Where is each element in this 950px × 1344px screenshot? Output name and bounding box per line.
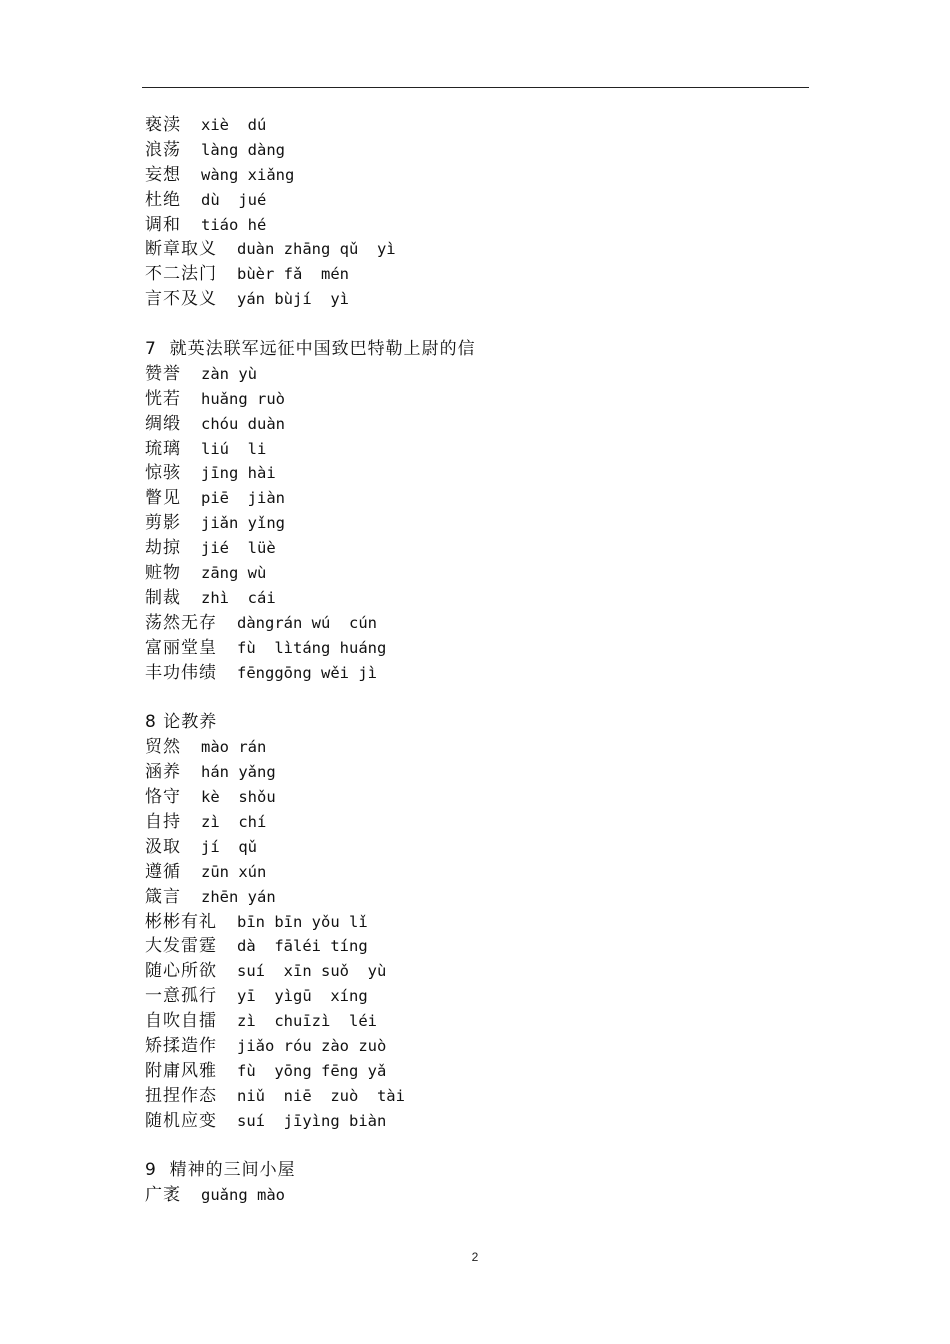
vocab-word: 浪荡 [145, 139, 181, 160]
vocab-entry [145, 1183, 805, 1208]
vocab-word: 汲取 [145, 836, 181, 857]
vocab-pinyin: guǎng mào [201, 1186, 285, 1205]
vocab-entry [145, 213, 805, 238]
vocab-word: 自吹自擂 [145, 1011, 217, 1032]
vocab-entry [145, 511, 805, 536]
vocab-entry [145, 412, 805, 437]
vocab-word: 妄想 [145, 164, 181, 185]
vocab-entry [145, 636, 805, 661]
vocab-word: 劫掠 [145, 538, 181, 559]
vocab-pinyin: jiǎn yǐng [201, 514, 285, 533]
vocab-word: 附庸风雅 [145, 1060, 217, 1081]
vocab-word: 大发雷霆 [145, 936, 217, 957]
vocab-entry [145, 1034, 805, 1059]
vocab-pinyin: duàn zhāng qǔ yì [237, 240, 396, 259]
vocab-entry [145, 1009, 805, 1034]
vocab-pinyin: jīng hài [201, 464, 276, 483]
vocab-word: 箴言 [145, 886, 181, 907]
vocab-entry [145, 934, 805, 959]
vocab-word: 言不及义 [145, 289, 217, 310]
vocab-word: 随机应变 [145, 1110, 217, 1131]
vocab-pinyin: wàng xiǎng [201, 165, 295, 184]
vocab-pinyin: tiáo hé [201, 215, 267, 234]
vocab-word: 琉璃 [145, 438, 181, 459]
vocab-pinyin: suí jīyìng biàn [237, 1111, 387, 1130]
vocab-word: 不二法门 [145, 264, 217, 285]
vocab-entry [145, 984, 805, 1009]
vocab-pinyin: hán yǎng [201, 763, 276, 782]
vocab-entry [145, 262, 805, 287]
vocab-pinyin: bīn bīn yǒu lǐ [237, 912, 368, 931]
vocab-entry [145, 661, 805, 686]
section-heading: 9 精神的三间小屋 [145, 1160, 296, 1181]
blank-line [145, 1134, 805, 1159]
vocab-entry [145, 1109, 805, 1134]
vocab-entry [145, 959, 805, 984]
vocab-entry [145, 860, 805, 885]
vocab-entry [145, 885, 805, 910]
vocab-entry [145, 735, 805, 760]
vocab-word: 自持 [145, 811, 181, 832]
vocab-word: 绸缎 [145, 413, 181, 434]
vocab-pinyin: zhēn yán [201, 887, 276, 906]
vocab-entry [145, 461, 805, 486]
vocab-entry [145, 835, 805, 860]
vocab-pinyin: jié lüè [201, 539, 276, 558]
vocab-word: 矫揉造作 [145, 1035, 217, 1056]
header-rule [142, 87, 809, 88]
vocab-word: 惊骇 [145, 463, 181, 484]
vocab-pinyin: huǎng ruò [201, 389, 285, 408]
vocab-entry [145, 437, 805, 462]
vocab-word: 剪影 [145, 513, 181, 534]
vocab-word: 赞誉 [145, 363, 181, 384]
vocab-pinyin: jiǎo róu zào zuò [237, 1036, 387, 1055]
vocab-word: 扭捏作态 [145, 1085, 217, 1106]
vocab-pinyin: fēnggōng wěi jì [237, 663, 377, 682]
vocab-entry [145, 237, 805, 262]
vocab-entry [145, 387, 805, 412]
vocab-pinyin: fù lìtáng huáng [237, 638, 387, 657]
vocab-word: 随心所欲 [145, 961, 217, 982]
vocab-entry [145, 113, 805, 138]
blank-line [145, 312, 805, 337]
vocab-pinyin: liú li [201, 439, 267, 458]
vocab-entry [145, 163, 805, 188]
vocab-entry [145, 287, 805, 312]
vocab-word: 恍若 [145, 388, 181, 409]
vocab-entry [145, 486, 805, 511]
vocabulary-list [145, 113, 805, 1208]
page-number: 2 [471, 1250, 479, 1264]
vocab-pinyin: yán bùjí yì [237, 290, 349, 309]
vocab-word: 赃物 [145, 563, 181, 584]
vocab-entry [145, 910, 805, 935]
vocab-pinyin: bùèr fǎ mén [237, 265, 349, 284]
vocab-entry [145, 188, 805, 213]
vocab-pinyin: mào rán [201, 738, 267, 757]
vocab-pinyin: chóu duàn [201, 414, 285, 433]
vocab-entry [145, 611, 805, 636]
vocab-entry [145, 138, 805, 163]
vocab-pinyin: niǔ niē zuò tài [237, 1086, 405, 1105]
vocab-pinyin: làng dàng [201, 140, 285, 159]
vocab-word: 断章取义 [145, 239, 217, 260]
vocab-word: 涵养 [145, 762, 181, 783]
vocab-word: 贸然 [145, 737, 181, 758]
vocab-word: 制裁 [145, 587, 181, 608]
vocab-word: 荡然无存 [145, 612, 217, 633]
vocab-pinyin: fù yōng fēng yǎ [237, 1061, 387, 1080]
vocab-entry [145, 810, 805, 835]
vocab-entry [145, 362, 805, 387]
vocab-word: 瞥见 [145, 488, 181, 509]
vocab-pinyin: piē jiàn [201, 489, 285, 508]
vocab-pinyin: xiè dú [201, 116, 267, 134]
vocab-word: 一意孤行 [145, 986, 217, 1007]
vocab-pinyin: zūn xún [201, 862, 267, 881]
vocab-pinyin: dàngrán wú cún [237, 613, 377, 632]
vocab-pinyin: yī yìgū xíng [237, 987, 368, 1006]
vocab-word: 彬彬有礼 [145, 911, 217, 932]
vocab-entry [145, 1084, 805, 1109]
vocab-pinyin: dù jué [201, 190, 267, 209]
vocab-word: 调和 [145, 214, 181, 235]
vocab-entry [145, 785, 805, 810]
vocab-pinyin: jí qǔ [201, 837, 257, 856]
vocab-pinyin: dà fāléi tíng [237, 937, 368, 956]
vocab-entry [145, 586, 805, 611]
vocab-entry [145, 760, 805, 785]
vocab-word: 广袤 [145, 1185, 181, 1206]
section-heading: 7 就英法联军远征中国致巴特勒上尉的信 [145, 339, 476, 360]
blank-line [145, 685, 805, 710]
vocab-word: 亵渎 [145, 115, 181, 135]
vocab-word: 杜绝 [145, 189, 181, 210]
section-heading: 8 论教养 [145, 712, 218, 733]
vocab-entry [145, 536, 805, 561]
vocab-word: 丰功伟绩 [145, 662, 217, 683]
vocab-word: 恪守 [145, 787, 181, 808]
vocab-word: 遵循 [145, 861, 181, 882]
vocab-pinyin: zhì cái [201, 588, 276, 607]
vocab-pinyin: zì chí [201, 812, 267, 831]
vocab-word: 富丽堂皇 [145, 637, 217, 658]
vocab-pinyin: zàn yù [201, 364, 257, 383]
vocab-entry [145, 561, 805, 586]
vocab-entry [145, 1059, 805, 1084]
vocab-pinyin: kè shǒu [201, 788, 276, 807]
vocab-pinyin: zì chuīzì léi [237, 1012, 377, 1031]
vocab-pinyin: zāng wù [201, 564, 267, 583]
vocab-pinyin: suí xīn suǒ yù [237, 962, 387, 981]
